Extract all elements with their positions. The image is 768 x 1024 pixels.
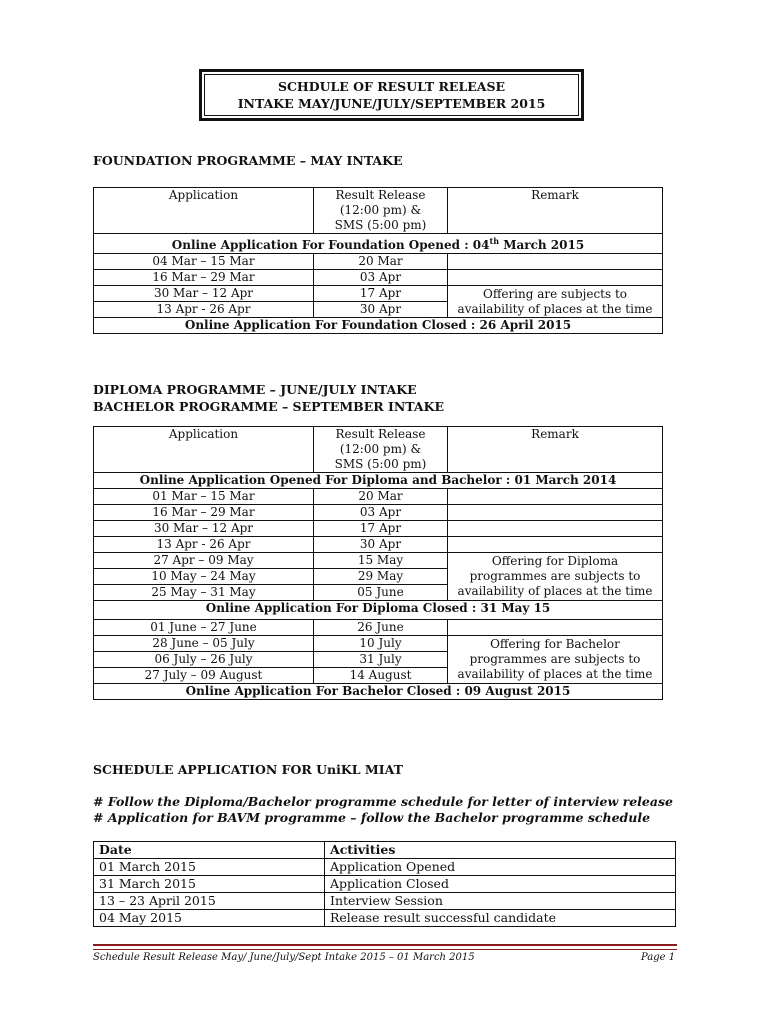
release-cell: 31 July bbox=[314, 652, 448, 668]
application-cell: 13 Apr - 26 Apr bbox=[94, 537, 314, 553]
remark-line: programmes are subjects to bbox=[469, 652, 641, 666]
date-header: Date bbox=[94, 842, 325, 859]
remark-cell bbox=[448, 620, 663, 636]
remark-line: availability of places at the time bbox=[457, 584, 653, 598]
diploma-bachelor-table bbox=[93, 426, 663, 700]
activity-cell: Release result successful candidate bbox=[325, 910, 676, 927]
foundation-opened-row bbox=[94, 234, 663, 254]
table-row bbox=[94, 636, 663, 652]
table-row bbox=[94, 859, 676, 876]
remark-line: availability of places at the time bbox=[457, 667, 653, 681]
miat-activities-table bbox=[93, 841, 676, 927]
result-release-header-line: SMS (5:00 pm) bbox=[334, 457, 427, 471]
result-release-header-line: Result Release bbox=[335, 427, 426, 441]
page-number: Page 1 bbox=[641, 952, 676, 963]
diploma-opened-cell: Online Application Opened For Diploma and Bachelor : 01 March 2014 bbox=[94, 473, 663, 489]
application-cell: 01 June – 27 June bbox=[94, 620, 314, 636]
bachelor-closed-row bbox=[94, 684, 663, 700]
application-cell: 30 Mar – 12 Apr bbox=[94, 286, 314, 302]
application-cell: 28 June – 05 July bbox=[94, 636, 314, 652]
table-row bbox=[94, 505, 663, 521]
release-cell: 03 Apr bbox=[314, 270, 448, 286]
date-cell: 31 March 2015 bbox=[94, 876, 325, 893]
application-cell: 25 May – 31 May bbox=[94, 585, 314, 601]
diploma-closed-row bbox=[94, 601, 663, 620]
table-row bbox=[94, 270, 663, 286]
release-cell: 15 May bbox=[314, 553, 448, 569]
foundation-header-row bbox=[94, 188, 663, 234]
remark-cell bbox=[448, 521, 663, 537]
result-release-header bbox=[314, 188, 448, 234]
result-release-header-line: Result Release bbox=[335, 188, 426, 202]
application-cell: 16 Mar – 29 Mar bbox=[94, 270, 314, 286]
application-cell: 27 Apr – 09 May bbox=[94, 553, 314, 569]
opened-prefix: Online Application For Foundation Opened : 04 bbox=[171, 238, 490, 252]
activities-header: Activities bbox=[325, 842, 676, 859]
bachelor-closed-cell: Online Application For Bachelor Closed : 09 August 2015 bbox=[94, 684, 663, 700]
table-row bbox=[94, 489, 663, 505]
title-box bbox=[199, 69, 584, 121]
activities-header-row bbox=[94, 842, 676, 859]
release-cell: 30 Apr bbox=[314, 537, 448, 553]
release-cell: 03 Apr bbox=[314, 505, 448, 521]
remark-cell bbox=[448, 537, 663, 553]
title-line2: INTAKE MAY/JUNE/JULY/SEPTEMBER 2015 bbox=[237, 96, 546, 111]
activity-cell: Application Opened bbox=[325, 859, 676, 876]
remark-cell bbox=[448, 286, 663, 318]
remark-line: Offering for Bachelor bbox=[490, 637, 620, 651]
title-inner bbox=[204, 74, 579, 116]
result-release-header bbox=[314, 427, 448, 473]
remark-cell bbox=[448, 489, 663, 505]
diploma-heading: DIPLOMA PROGRAMME – JUNE/JULY INTAKE bbox=[93, 382, 417, 397]
miat-note: # Follow the Diploma/Bachelor programme schedule for letter of interview release bbox=[93, 794, 673, 809]
date-cell: 01 March 2015 bbox=[94, 859, 325, 876]
remark-line: Offering for Diploma bbox=[491, 554, 619, 568]
application-cell: 16 Mar – 29 Mar bbox=[94, 505, 314, 521]
foundation-closed-cell: Online Application For Foundation Closed : 26 April 2015 bbox=[94, 318, 663, 334]
remark-cell bbox=[448, 553, 663, 601]
application-header: Application bbox=[94, 188, 314, 234]
date-cell: 04 May 2015 bbox=[94, 910, 325, 927]
diploma-opened-row bbox=[94, 473, 663, 489]
application-cell: 10 May – 24 May bbox=[94, 569, 314, 585]
table-row bbox=[94, 910, 676, 927]
activity-cell: Application Closed bbox=[325, 876, 676, 893]
application-cell: 30 Mar – 12 Apr bbox=[94, 521, 314, 537]
result-release-header-line: (12:00 pm) & bbox=[339, 203, 422, 217]
release-cell: 26 June bbox=[314, 620, 448, 636]
activity-cell: Interview Session bbox=[325, 893, 676, 910]
footer-text: Schedule Result Release May/ June/July/Sept Intake 2015 – 01 March 2015 bbox=[93, 952, 475, 963]
remark-cell bbox=[448, 636, 663, 684]
release-cell: 29 May bbox=[314, 569, 448, 585]
foundation-heading: FOUNDATION PROGRAMME – MAY INTAKE bbox=[93, 153, 403, 168]
release-cell: 20 Mar bbox=[314, 254, 448, 270]
result-release-header-line: SMS (5:00 pm) bbox=[334, 218, 427, 232]
application-cell: 04 Mar – 15 Mar bbox=[94, 254, 314, 270]
application-header: Application bbox=[94, 427, 314, 473]
foundation-table bbox=[93, 187, 663, 334]
bachelor-heading: BACHELOR PROGRAMME – SEPTEMBER INTAKE bbox=[93, 399, 444, 414]
release-cell: 20 Mar bbox=[314, 489, 448, 505]
table-row bbox=[94, 521, 663, 537]
application-cell: 06 July – 26 July bbox=[94, 652, 314, 668]
miat-heading: SCHEDULE APPLICATION FOR UniKL MIAT bbox=[93, 762, 403, 777]
remark-line: Offering are subjects to bbox=[482, 286, 628, 301]
date-cell: 13 – 23 April 2015 bbox=[94, 893, 325, 910]
table-row bbox=[94, 537, 663, 553]
table-row bbox=[94, 876, 676, 893]
application-cell: 01 Mar – 15 Mar bbox=[94, 489, 314, 505]
opened-suffix: March 2015 bbox=[499, 238, 585, 252]
remark-header: Remark bbox=[448, 427, 663, 473]
remark-header: Remark bbox=[448, 188, 663, 234]
table-row bbox=[94, 254, 663, 270]
release-cell: 05 June bbox=[314, 585, 448, 601]
application-cell: 27 July – 09 August bbox=[94, 668, 314, 684]
footer-divider bbox=[93, 944, 677, 950]
remark-cell bbox=[448, 270, 663, 286]
miat-note: # Application for BAVM programme – follow the Bachelor programme schedule bbox=[93, 810, 651, 825]
remark-cell bbox=[448, 254, 663, 270]
result-release-header-line: (12:00 pm) & bbox=[339, 442, 422, 456]
release-cell: 30 Apr bbox=[314, 302, 448, 318]
table-row bbox=[94, 553, 663, 569]
remark-line: programmes are subjects to bbox=[469, 569, 641, 583]
release-cell: 17 Apr bbox=[314, 286, 448, 302]
application-cell: 13 Apr - 26 Apr bbox=[94, 302, 314, 318]
table-row bbox=[94, 620, 663, 636]
remark-line: availability of places at the time bbox=[457, 301, 653, 316]
remark-cell bbox=[448, 505, 663, 521]
release-cell: 10 July bbox=[314, 636, 448, 652]
diploma-header-row bbox=[94, 427, 663, 473]
release-cell: 17 Apr bbox=[314, 521, 448, 537]
table-row bbox=[94, 286, 663, 302]
foundation-closed-row bbox=[94, 318, 663, 334]
release-cell: 14 August bbox=[314, 668, 448, 684]
foundation-opened-cell bbox=[94, 234, 663, 254]
title-line1: SCHDULE OF RESULT RELEASE bbox=[277, 79, 506, 94]
diploma-closed-cell: Online Application For Diploma Closed : 31 May 15 bbox=[94, 601, 663, 620]
table-row bbox=[94, 893, 676, 910]
opened-sup: th bbox=[489, 236, 500, 246]
